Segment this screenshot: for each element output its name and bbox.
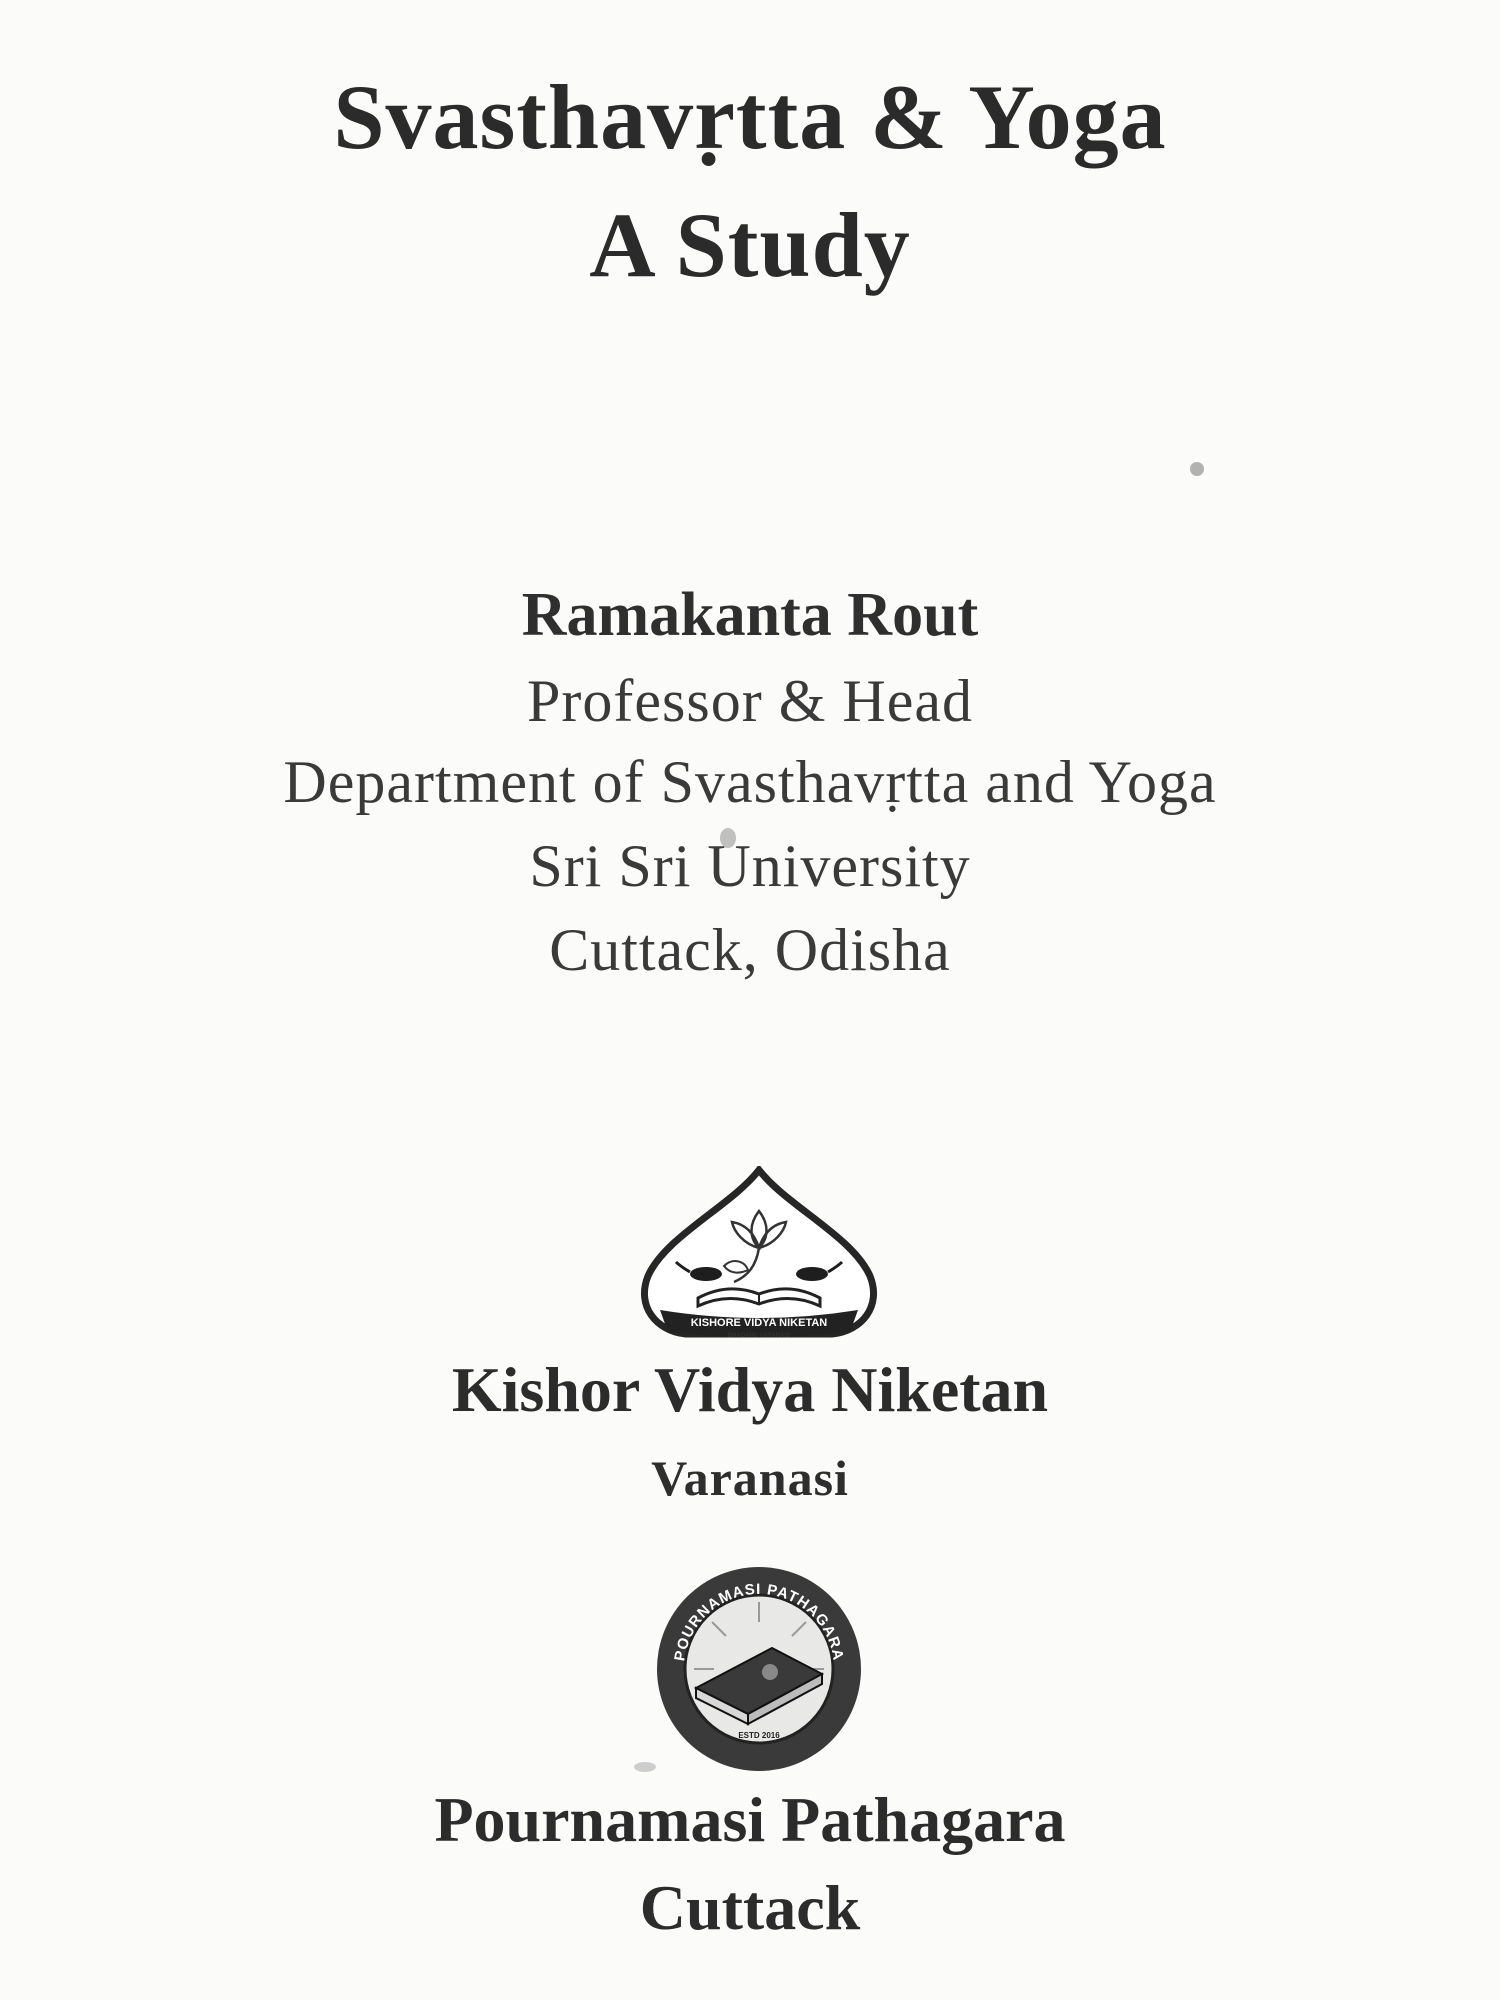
author-name: Ramakanta Rout xyxy=(521,581,979,649)
scan-speck xyxy=(720,828,736,848)
publisher-2-name: Pournamasi Pathagara xyxy=(434,1784,1066,1855)
seal-text: POURNAMASI PATHAGARA xyxy=(671,1580,847,1663)
pournamasi-pathagara-seal-icon xyxy=(652,1562,866,1776)
seal-estd: ESTD 2016 xyxy=(738,1731,780,1740)
emblem-subtext: BHADAINI-VARANASI xyxy=(727,1333,791,1338)
publisher-2-city: Cuttack xyxy=(639,1872,861,1943)
author-location: Cuttack, Odisha xyxy=(549,917,951,983)
book-title-line-1: Svasthavṛtta & Yoga xyxy=(333,66,1167,168)
publisher-1-name: Kishor Vidya Niketan xyxy=(451,1354,1049,1425)
scan-speck xyxy=(634,1762,656,1772)
publisher-1-city: Varanasi xyxy=(651,1450,849,1506)
author-position: Professor & Head xyxy=(527,668,973,734)
scan-speck xyxy=(1190,462,1204,476)
emblem-text: KISHORE VIDYA NIKETAN xyxy=(690,1317,828,1329)
kishore-vidya-niketan-emblem-icon xyxy=(636,1166,882,1338)
book-title-line-2: A Study xyxy=(589,194,911,296)
author-university: Sri Sri University xyxy=(529,833,971,899)
author-department: Department of Svasthavṛtta and Yoga xyxy=(283,749,1217,815)
